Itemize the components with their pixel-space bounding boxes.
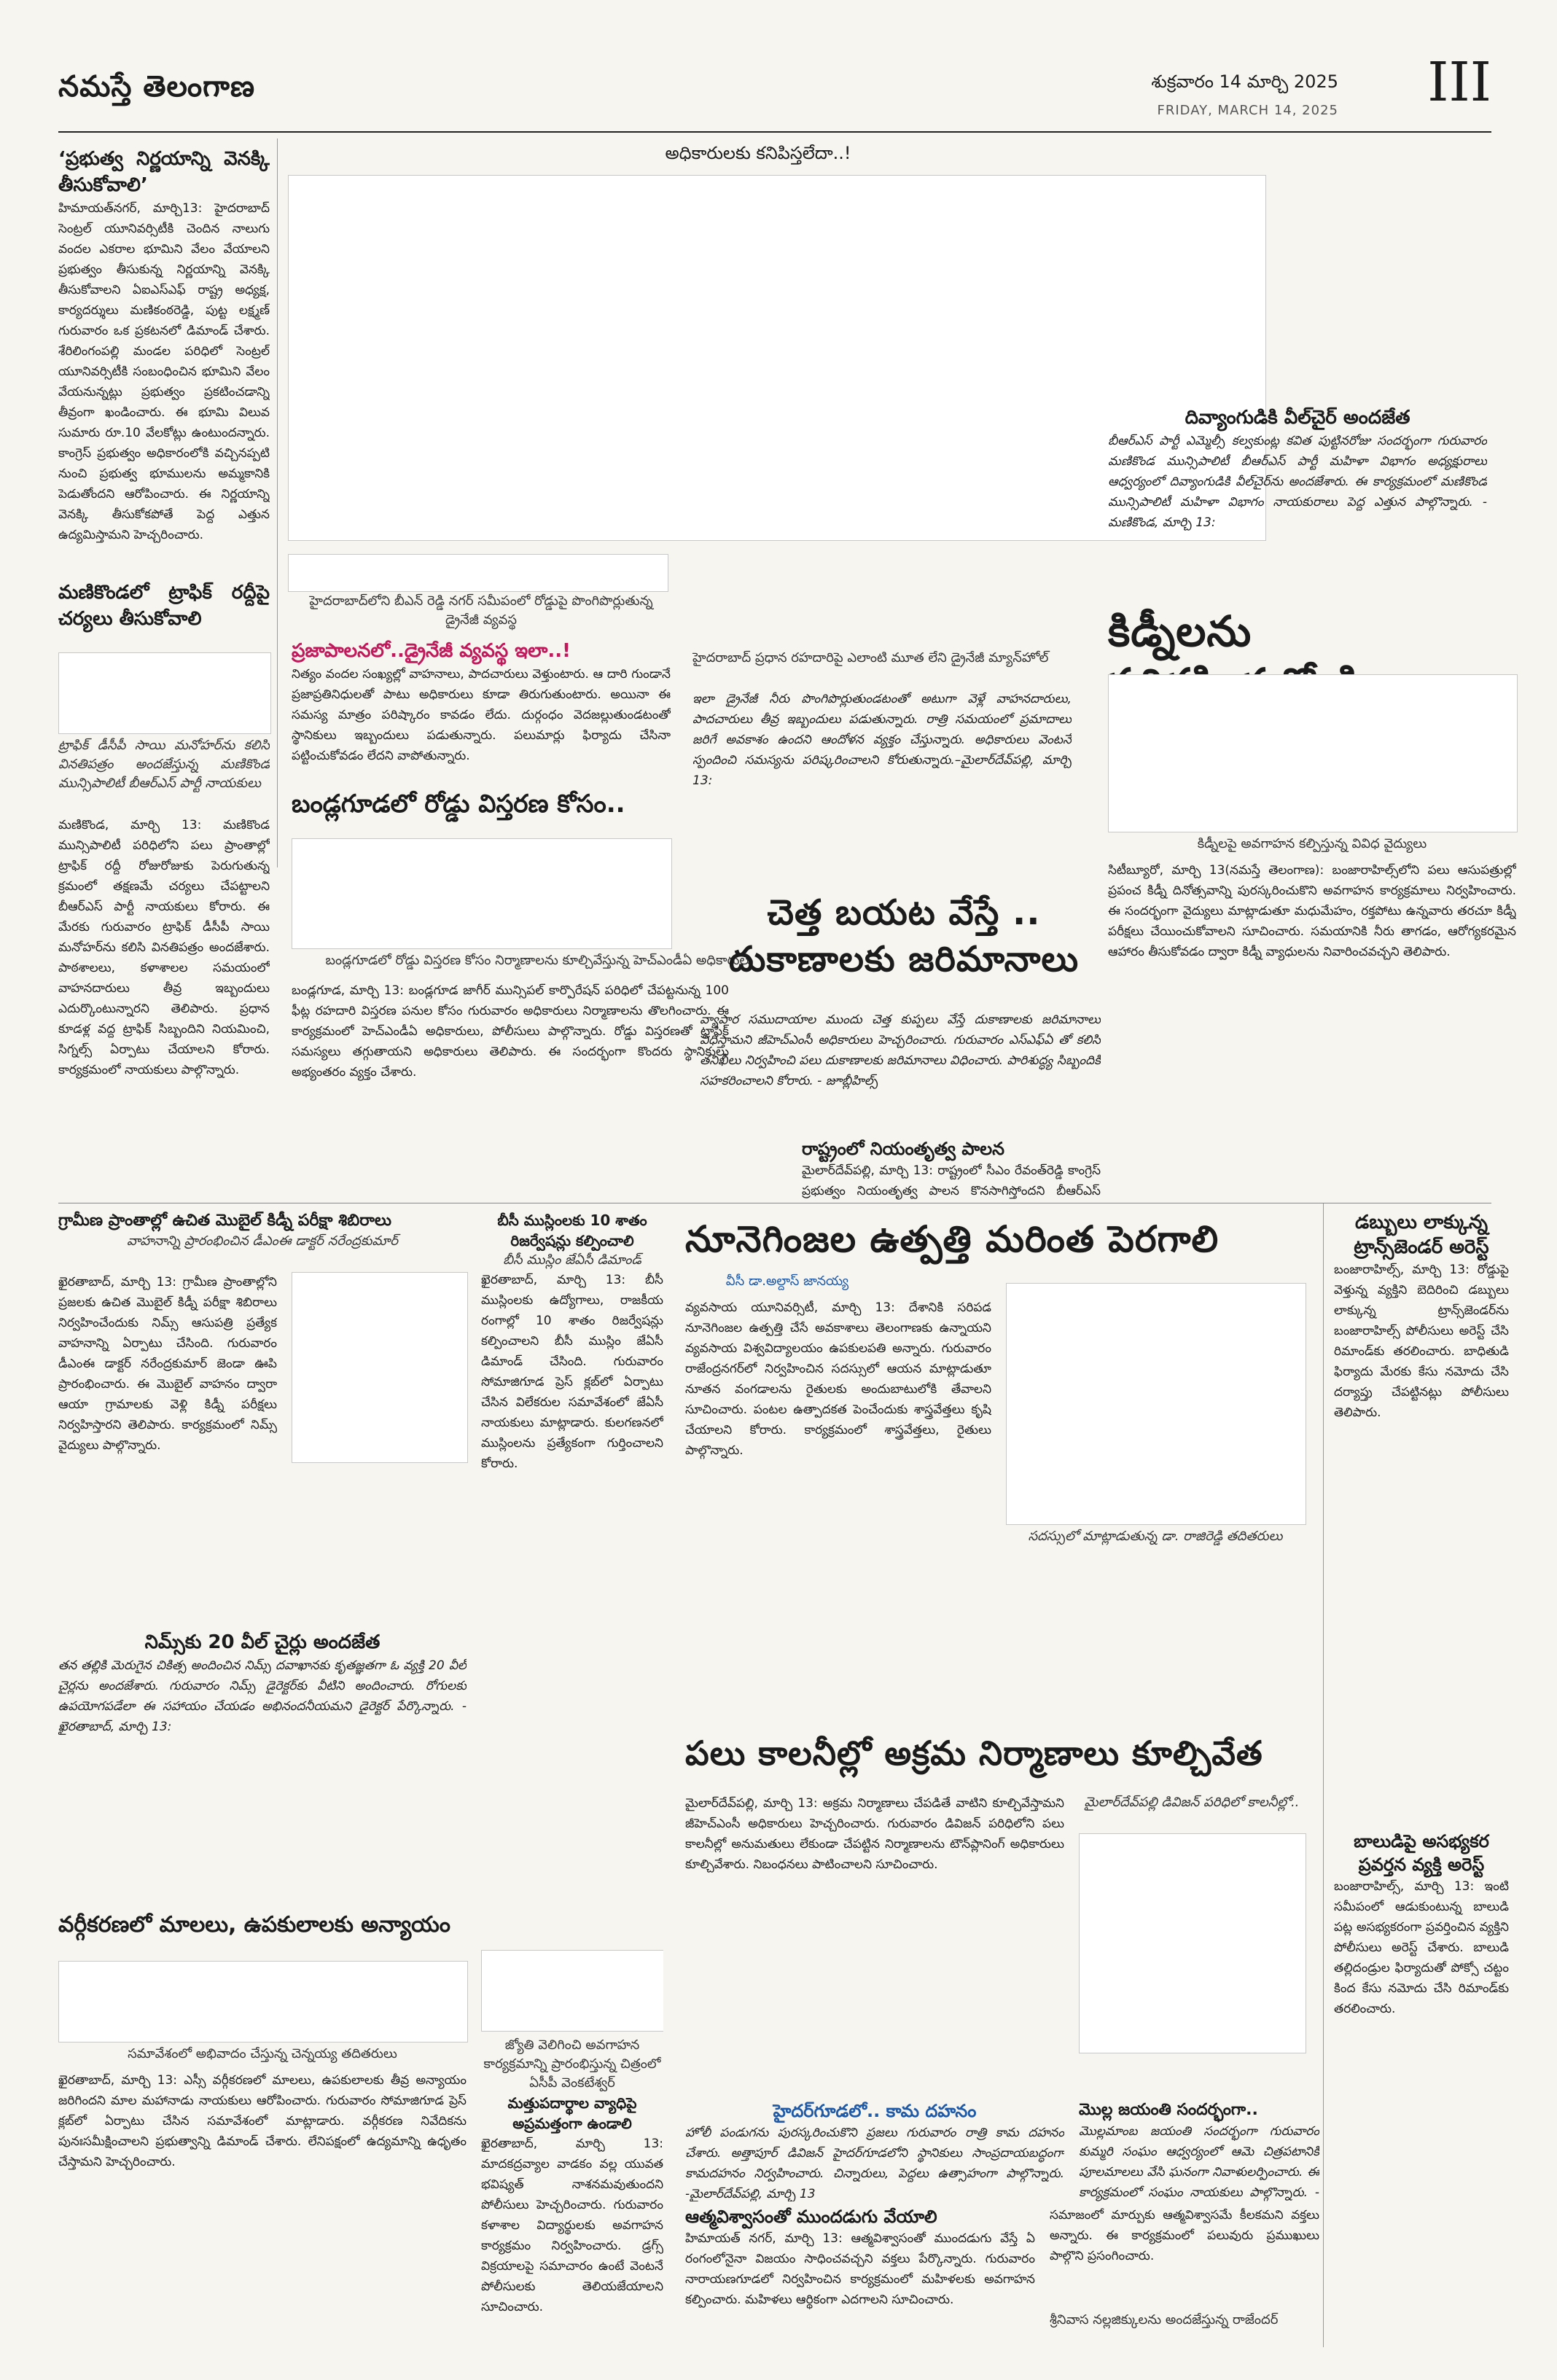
story-mobile-kidney-body: ఖైరతాబాద్, మార్చి 13: గ్రామీణ ప్రాంతాల్లోని ప్రజలకు ఉచిత మొబైల్ కిడ్నీ పరీక్షా శిబిరాలు నిర్వహించేందుకు నిమ్స్ ఆసుపత్రి ప్రత్యేక వాహనాన్ని ఏర్పాటు చేసింది. గురువారం డీఎంఈ డాక్టర్ నరేంద్రకుమార్ జెండా ఊపి ప్రారంభించారు. ఈ మొబైల్ వాహనం ద్వారా ఆయా గ్రామాలకు వెళ్లి కిడ్నీ పరీక్షలు నిర్వహిస్తారని తెలిపారు. కార్యక్రమంలో నిమ్స్ వైద్యులు పాల్గొన్నారు. — [58, 1275, 277, 1453]
story-nims-body: తన తల్లికి మెరుగైన చికిత్స అందించిన నిమ్స్ దవాఖానకు కృతజ్ఞతగా ఓ వ్యక్తి 20 వీల్ చైర్లను అందజేశారు. గురువారం నిమ్స్ డైరెక్టర్‌కు వీటిని అందించారు. రోగులకు ఉపయోగపడేలా ఈ సహాయం చేయడం అభినందనీయమని డైరెక్టర్ పేర్కొన్నారు. - ఖైరతాబాద్, మార్చి 13: — [58, 1658, 467, 1734]
story-drainage-photo-caption: హైదరాబాద్‌లోని బీఎన్ రెడ్డి నగర్ సమీపంలో రోడ్డుపై పొంగిపొర్లుతున్న డ్రైనేజీ వ్యవస్థ — [309, 593, 653, 628]
story-jyothi — [481, 1950, 663, 2347]
story-garbage-sub — [802, 1137, 1101, 1203]
dateline — [1151, 67, 1338, 125]
story-oilseeds-body: వ్యవసాయ యూనివర్సిటీ, మార్చి 13: దేశానికి సరిపడ నూనెగింజల ఉత్పత్తి చేసే అవకాశాలు తెలంగాణకు ఉన్నాయని వ్యవసాయ విశ్వవిద్యాలయం ఉపకులపతి అన్నారు. గురువారం రాజేంద్రనగర్‌లో నిర్వహించిన సదస్సులో ఆయన మాట్లాడుతూ నూతన వంగడాలను రైతులకు అందుబాటులోకి తేవాలని సూచించారు. పంటల ఉత్పాదకత పెంచేందుకు శాస్త్రవేత్తలు కృషి చేయాలని కోరారు. కార్యక్రమంలో శాస్త్రవేత్తలు, రైతులు పాల్గొన్నారు. — [685, 1300, 991, 1458]
story-drainage-body: నిత్యం వందల సంఖ్యల్లో వాహనాలు, పాదచారులు వెళ్తుంటారు. ఆ దారి గుండానే ప్రజాప్రతినిధులతో పాటు అధికారులు కూడా తిరుగుతుంటారు. అయినా ఈ సమస్య మాత్రం పరిష్కారం కావడం లేదు. దుర్గంధం వెదజల్లుతుండటంతో స్థానికులు ఇబ్బందులు పడుతున్నారు. పలుమార్లు ఫిర్యాదు చేసినా పట్టించుకోవడం లేదని వాపోతున్నారు. — [292, 667, 671, 763]
masthead-title: నమస్తే తెలంగాణ — [58, 70, 256, 104]
story-decision — [58, 146, 270, 569]
story-road-photo-caption: బండ్లగూడలో రోడ్డు విస్తరణ కోసం నిర్మాణాలను కూల్చివేస్తున్న హెచ్‌ఎండీఏ అధికారులు — [325, 953, 754, 968]
story-drain-cover-kicker: హైదరాబాద్ ప్రధాన రహదారిపై ఎలాంటి మూత లేని డ్రైనేజీ మ్యాన్‌హోల్ — [692, 650, 1049, 666]
oilseeds-photo — [1006, 1283, 1306, 1525]
story-bc-headline: బీసీ ముస్లింలకు 10 శాతం రిజర్వేషన్లు కల్పించాలి — [497, 1212, 647, 1249]
story-wheelchair-body: బీఆర్‌ఎస్ పార్టీ ఎమ్మెల్సీ కల్వకుంట్ల కవిత పుట్టినరోజు సందర్భంగా గురువారం మణికొండ మున్సిపాలిటీ బీఆర్‌ఎస్ పార్టీ మహిళా విభాగం అధ్యక్షురాలు ఆధ్వర్యంలో దివ్యాంగుడికి వీల్‌చైర్‌ను అందజేశారు. ఈ కార్యక్రమంలో మణికొండ మున్సిపాలిటీ మహిళా విభాగం నాయకురాలు పెద్ద ఎత్తున పాల్గొన్నారు. - మణికొండ, మార్చి 13: — [1108, 434, 1487, 530]
story-traffic-body: మణికొండ, మార్చి 13: మణికొండ మున్సిపాలిటీ పరిధిలోని పలు ప్రాంతాల్లో ట్రాఫిక్ రద్దీ రోజురోజుకు పెరుగుతున్న క్రమంలో తక్షణమే చర్యలు చేపట్టాలని బీఆర్‌ఎస్ పార్టీ నాయకులు కోరారు. ఈ మేరకు గురువారం ట్రాఫిక్ డీసీపీ సాయి మనోహర్‌ను కలిసి వినతిపత్రం అందజేశారు. పాఠశాలలు, కళాశాలల సమయంలో వాహనదారులు తీవ్ర ఇబ్బందులు ఎదుర్కొంటున్నారని తెలిపారు. ప్రధాన కూడళ్ల వద్ద ట్రాఫిక్ సిబ్బందిని నియమించి, సిగ్నల్స్ ఏర్పాటు చేయాలని కోరారు. కార్యక్రమంలో నాయకులు పాల్గొన్నారు. — [58, 818, 270, 1077]
story-harass — [1334, 1830, 1509, 2318]
drainage-photo-strip — [288, 554, 668, 592]
story-oilseeds-kicker: సదస్సులో మాట్లాడుతున్న డా. రాజిరెడ్డి తదితరులు — [1028, 1529, 1283, 1544]
story-bc-body: ఖైరతాబాద్, మార్చి 13: బీసీ ముస్లింలకు ఉద్యోగాలు, రాజకీయ రంగాల్లో 10 శాతం రిజర్వేషన్లు కల్పించాలని బీసీ ముస్లిం జేఏసీ డిమాండ్ చేసింది. గురువారం సోమాజిగూడ ప్రెస్ క్లబ్‌లో ఏర్పాటు చేసిన విలేకరుల సమావేశంలో జేఏసీ నాయకులు మాట్లాడారు. కులగణనలో ముస్లింలను ప్రత్యేకంగా గుర్తించాలని కోరారు. — [481, 1273, 663, 1471]
story-traffic-head — [58, 580, 270, 645]
classification-photo — [58, 1961, 468, 2042]
col-divider — [1323, 1203, 1324, 2347]
story-harass-headline: బాలుడిపై అసభ్యకర ప్రవర్తన వ్యక్తి అరెస్ట్ — [1354, 1831, 1489, 1875]
dateline-telugu: శుక్రవారం 14 మార్చి 2025 — [1151, 71, 1338, 92]
story-drainage — [292, 638, 671, 784]
story-mobile-kidney-headline: గ్రామీణ ప్రాంతాల్లో ఉచిత మొబైల్ కిడ్నీ పరీక్షా శిబిరాలు — [58, 1212, 392, 1230]
story-transgender-headline: డబ్బులు లాక్కున్న ట్రాన్స్‌జెండర్ అరెస్ట్ — [1354, 1212, 1489, 1258]
story-confidence-photo-caption: శ్రీనివాస నల్లజిక్కులను అందజేస్తున్న రాజేందర్ — [1050, 2312, 1279, 2328]
story-mulla-headline: మొల్ల జయంతి సందర్భంగా.. — [1079, 2101, 1258, 2119]
story-nims-headline: నిమ్స్‌కు 20 వీల్ చైర్లు అందజేత — [144, 1631, 381, 1653]
story-nims — [58, 1629, 467, 1906]
story-decision-headline: ‘ప్రభుత్వ నిర్ణయాన్ని వెనక్కి తీసుకోవాలి’ — [58, 148, 270, 196]
demolition-photo — [1079, 1833, 1306, 2053]
story-demolition-headline: పలు కాలనీల్లో అక్రమ నిర్మాణాలు కూల్చివేత — [685, 1733, 1263, 1773]
story-confidence-right: సమాజంలో మార్పుకు ఆత్మవిశ్వాసమే కీలకమని వక్తలు అన్నారు. ఈ కార్యక్రమంలో పలువురు ప్రముఖులు పాల్గొని ప్రసంగించారు. — [1050, 2208, 1319, 2263]
story-garbage-sub-headline: రాష్ట్రంలో నియంతృత్వ పాలన — [802, 1139, 1004, 1159]
story-mulla-body: మొల్లమాంబ జయంతి సందర్భంగా గురువారం కుమ్మరి సంఘం ఆధ్వర్యంలో ఆమె చిత్రపటానికి పూలమాలలు వేసి ఘనంగా నివాళులర్పించారు. ఈ కార్యక్రమంలో సంఘం నాయకులు పాల్గొన్నారు. - — [1079, 2124, 1319, 2200]
story-kidney-headline: కిడ్నీలను — [1108, 606, 1252, 656]
story-holi-headline: హైదర్‌గూడలో.. కామ దహనం — [773, 2101, 977, 2121]
story-drain-cover-body: ఇలా డ్రైనేజీ నీరు పొంగిపొర్లుతుండటంతో అటుగా వెళ్లే వాహనదారులు, పాదచారులు తీవ్ర ఇబ్బందులు పడుతున్నారు. రాత్రి సమయంలో ప్రమాదాలు జరిగే అవకాశం ఉందని ఆందోళన వ్యక్తం చేస్తున్నారు. అధికారులు వెంటనే స్పందించి సమస్యను పరిష్కరించాలని కోరుతున్నారు.–మైలార్‌దేవ్‌పల్లి, మార్చి 13: — [692, 692, 1072, 788]
story-jyothi-headline: మత్తుపదార్థాల వ్యాధిపై అప్రమత్తంగా ఉండాలి — [507, 2094, 637, 2132]
story-classification-kicker: సమావేశంలో అభివాదం చేస్తున్న చెన్నయ్య తదితరులు — [128, 2046, 397, 2061]
story-road-body: బండ్లగూడ, మార్చి 13: బండ్లగూడ జాగీర్ మున్సిపల్ కార్పొరేషన్ పరిధిలో చేపట్టనున్న 100 ఫీట్ల రహదారి విస్తరణ పనుల కోసం గురువారం అధికారులు నిర్మాణాలను తొలగించారు. ఈ కార్యక్రమంలో హెచ్‌ఎండీఏ అధికారులు, పోలీసులు పాల్గొన్నారు. రోడ్డు విస్తరణతో ట్రాఫిక్ సమస్యలు తగ్గుతాయని అధికారులు తెలిపారు. ఈ సందర్భంగా కొందరు స్థానికులు అభ్యంతరం వ్యక్తం చేశారు. — [292, 983, 729, 1080]
story-transgender-body: బంజారాహిల్స్, మార్చి 13: రోడ్డుపై వెళ్తున్న వ్యక్తిని బెదిరించి డబ్బులు లాక్కున్న ట్రాన్స్‌జెండర్‌ను బంజారాహిల్స్ పోలీసులు అరెస్ట్ చేసి రిమాండ్‌కు తరలించారు. బాధితుడి ఫిర్యాదు మేరకు కేసు నమోదు చేసి దర్యాప్తు చేపట్టినట్లు పోలీసులు తెలిపారు. — [1334, 1263, 1509, 1420]
story-classification-headline: వర్గీకరణలో మాలలు, ఉపకులాలకు అన్యాయం — [58, 1912, 450, 1938]
dateline-english: FRIDAY, MARCH 14, 2025 — [1157, 103, 1338, 118]
story-bc — [481, 1210, 663, 1939]
story-garbage-headline: చెత్త బయట వేస్తే .. దుకాణాలకు జరిమానాలు — [728, 892, 1080, 980]
story-kidney-kicker: కిడ్నీలపై అవగాహన కల్పిస్తున్న వివిధ వైద్యులు — [1197, 836, 1427, 851]
story-wheelchair-headline: దివ్యాంగుడికి వీల్‌చైర్ అందజేత — [1185, 407, 1410, 429]
jyothi-photo — [481, 1950, 663, 2032]
top-rule — [58, 131, 1491, 133]
story-demolition-photo-caption: మైలార్‌దేవ్‌పల్లి డివిజన్‌ పరిధిలో కాలనీల్లో.. — [1084, 1795, 1300, 1810]
story-garbage-body: వ్యాపార సముదాయాల ముందు చెత్త కుప్పలు వేస్తే దుకాణాలకు జరిమానాలు విధిస్తామని జీహెచ్‌ఎంసీ అధికారులు హెచ్చరించారు. గురువారం ఎస్‌ఎఫ్‌ఏ తో కలిసి తనిఖీలు నిర్వహించి పలు దుకాణాలకు జరిమానాలు విధించారు. పారిశుద్ధ్య సిబ్బందికి సహకరించాలని కోరారు. - జూబ్లీహిల్స్ — [700, 1013, 1101, 1088]
story-jyothi-kicker: జ్యోతి వెలిగించి అవగాహన కార్యక్రమాన్ని ప్రారంభిస్తున్న చిత్రంలో ఏసీపీ వెంకటేశ్వర్ — [483, 2037, 661, 2091]
col-divider — [277, 138, 278, 867]
story-mulla — [1079, 2099, 1319, 2201]
page-number: III — [1427, 51, 1491, 114]
story-confidence — [685, 2205, 1035, 2351]
story-drainage-headline: ప్రజాపాలనలో..డ్రైనేజీ వ్యవస్థ ఇలా..! — [292, 640, 571, 662]
road-photo — [292, 838, 672, 949]
story-oilseeds-headline: నూనెగింజల ఉత్పత్తి మరింత పెరగాలి — [685, 1218, 1220, 1260]
story-mobile-kidney-kicker: వాహనాన్ని ప్రారంభించిన డీఎంఈ డాక్టర్ నరేంద్రకుమార్ — [127, 1233, 398, 1249]
story-demolition-body: మైలార్‌దేవ్‌పల్లి, మార్చి 13: అక్రమ నిర్మాణాలు చేపడితే వాటిని కూల్చివేస్తామని జీహెచ్‌ఎంసీ అధికారులు హెచ్చరించారు. గురువారం డివిజన్ పరిధిలోని పలు కాలనీల్లో అనుమతులు లేకుండా చేపట్టిన నిర్మాణాలను టౌన్‌ప్లానింగ్ అధికారులు కూల్చివేశారు. నిబంధనలు పాటించాలని సూచించారు. — [685, 1796, 1064, 1872]
story-traffic-headline: మణికొండలో ట్రాఫిక్ రద్దీపై చర్యలు తీసుకోవాలి — [58, 582, 270, 630]
story-oilseeds-byline: వీసీ డా.అల్దాస్ జానయ్య — [725, 1273, 849, 1289]
story-holi — [685, 2099, 1064, 2201]
story-jyothi-body: ఖైరతాబాద్, మార్చి 13: మాదకద్రవ్యాల వాడకం వల్ల యువత భవిష్యత్ నాశనమవుతుందని పోలీసులు హెచ్చరించారు. గురువారం కళాశాల విద్యార్థులకు అవగాహన కార్యక్రమం నిర్వహించారు. డ్రగ్స్ విక్రయాలపై సమాచారం ఉంటే వెంటనే పోలీసులకు తెలియజేయాలని సూచించారు. — [481, 2137, 663, 2314]
photo-top-caption: అధికారులకు కనిపిస్తలేదా..! — [665, 143, 851, 163]
story-wheelchair — [1108, 405, 1487, 601]
story-classification-body: ఖైరతాబాద్, మార్చి 13: ఎస్సీ వర్గీకరణలో మాలలు, ఉపకులాలకు తీవ్ర అన్యాయం జరిగిందని మాల మహానాడు నాయకులు ఆరోపించారు. గురువారం సోమాజిగూడ ప్రెస్ క్లబ్‌లో ఏర్పాటు చేసిన సమావేశంలో మాట్లాడారు. వర్గీకరణ నివేదికను పునఃసమీక్షించాలని ప్రభుత్వాన్ని డిమాండ్ చేశారు. లేనిపక్షంలో ఉద్యమాన్ని ఉధృతం చేస్తామని హెచ్చరించారు. — [58, 2073, 467, 2169]
kidney-photo — [1108, 674, 1518, 832]
story-classification-head — [58, 1910, 467, 1954]
story-holi-body: హోలీ పండుగను పురస్కరించుకొని ప్రజలు గురువారం రాత్రి కామ దహనం చేశారు. అత్తాపూర్ డివిజన్ హైదర్‌గూడలోని స్థానికులు సాంప్రదాయబద్ధంగా కామదహనం నిర్వహించారు. చిన్నారులు, పెద్దలు ఉత్సాహంగా పాల్గొన్నారు. -మైలార్‌దేవ్‌పల్లి, మార్చి 13 — [685, 2126, 1064, 2201]
traffic-photo — [58, 652, 271, 734]
story-confidence-body: హిమాయత్ నగర్, మార్చి 13: ఆత్మవిశ్వాసంతో ముందడుగు వేస్తే ఏ రంగంలోనైనా విజయం సాధించవచ్చని వక్తలు పేర్కొన్నారు. గురువారం నారాయణగూడలో నిర్వహించిన కార్యక్రమంలో మహిళలకు అవగాహన కల్పించారు. మహిళలు ఆర్థికంగా ఎదగాలని సూచించారు. — [685, 2231, 1035, 2307]
story-road-headline: బండ్లగూడలో రోడ్డు విస్తరణ కోసం.. — [292, 789, 625, 819]
story-garbage-sub-body: మైలార్‌దేవ్‌పల్లి, మార్చి 13: రాష్ట్రంలో సీఎం రేవంత్‌రెడ్డి కాంగ్రెస్ ప్రభుత్వం నియంతృత్వ పాలన కొనసాగిస్తోందని బీఆర్‌ఎస్ — [802, 1163, 1101, 1198]
story-decision-body: హిమాయత్‌నగర్, మార్చి13: హైదరాబాద్ సెంట్రల్ యూనివర్సిటీకి చెందిన నాలుగు వందల ఎకరాల భూమిని వేలం వేయాలని ప్రభుత్వం తీసుకున్న నిర్ణయాన్ని వెనక్కి తీసుకోవాలని ఏఐఎస్‌ఎఫ్ రాష్ట్ర అధ్యక్ష, కార్యదర్శులు మణికంఠరెడ్డి, పుట్ట లక్ష్మణ్ గురువారం ఒక ప్రకటనలో డిమాండ్ చేశారు. శేరిలింగంపల్లి మండల పరిధిలో సెంట్రల్ యూనివర్సిటీకి సంబంధించిన భూమిని వేలం వేయనున్నట్లు ప్రభుత్వం ప్రకటించడాన్ని తీవ్రంగా ఖండించారు. ఈ భూమి విలువ సుమారు రూ.10 వేలకోట్లు ఉంటుందన్నారు. కాంగ్రెస్ ప్రభుత్వం అధికారంలోకి వచ్చినప్పటి నుంచి ప్రభుత్వ భూములను అమ్మకానికి పెడుతోందని ఆరోపించారు. ఈ నిర్ణయాన్ని వెనక్కి తీసుకోకపోతే పెద్ద ఎత్తున ఉద్యమిస్తామని హెచ్చరించారు. — [58, 201, 270, 542]
mobile-kidney-photo — [292, 1272, 468, 1463]
story-kidney-body: సిటీబ్యూరో, మార్చి 13(నమస్తే తెలంగాణ): బంజారాహిల్స్‌లోని పలు ఆసుపత్రుల్లో ప్రపంచ కిడ్నీ దినోత్సవాన్ని పురస్కరించుకొని అవగాహన కార్యక్రమాలు నిర్వహించారు. ఈ సందర్భంగా వైద్యులు మాట్లాడుతూ మధుమేహం, రక్తపోటు ఉన్నవారు తరచూ కిడ్నీ పరీక్షలు చేయించుకోవాలని సూచించారు. సమయానికి నీరు తాగడం, ఆరోగ్యకరమైన ఆహారం తీసుకోవడం ద్వారా కిడ్నీ వ్యాధులను నివారించవచ్చని తెలిపారు. — [1108, 863, 1516, 959]
story-confidence-headline: ఆత్మవిశ్వాసంతో ముందడుగు వేయాలి — [685, 2207, 937, 2227]
story-mobile-kidney-head — [58, 1210, 467, 1268]
story-bc-kicker: బీసీ ముస్లిం జేఏసీ డిమాండ్ — [503, 1252, 641, 1268]
story-transgender — [1334, 1210, 1509, 1822]
story-traffic-kicker: ట్రాఫిక్ డీసీపీ సాయి మనోహర్‌ను కలిసి వినతిపత్రం అందజేస్తున్న మణికొండ మున్సిపాలిటీ బీఆర్‌ఎస్ పార్టీ నాయకులు — [58, 738, 270, 791]
story-harass-body: బంజారాహిల్స్, మార్చి 13: ఇంటి సమీపంలో ఆడుకుంటున్న బాలుడి పట్ల అసభ్యకరంగా ప్రవర్తించిన వ్యక్తిని పోలీసులు అరెస్ట్ చేశారు. బాలుడి తల్లిదండ్రుల ఫిర్యాదుతో పోక్సో చట్టం కింద కేసు నమోదు చేసి రిమాండ్‌కు తరలించారు. — [1334, 1879, 1509, 2016]
